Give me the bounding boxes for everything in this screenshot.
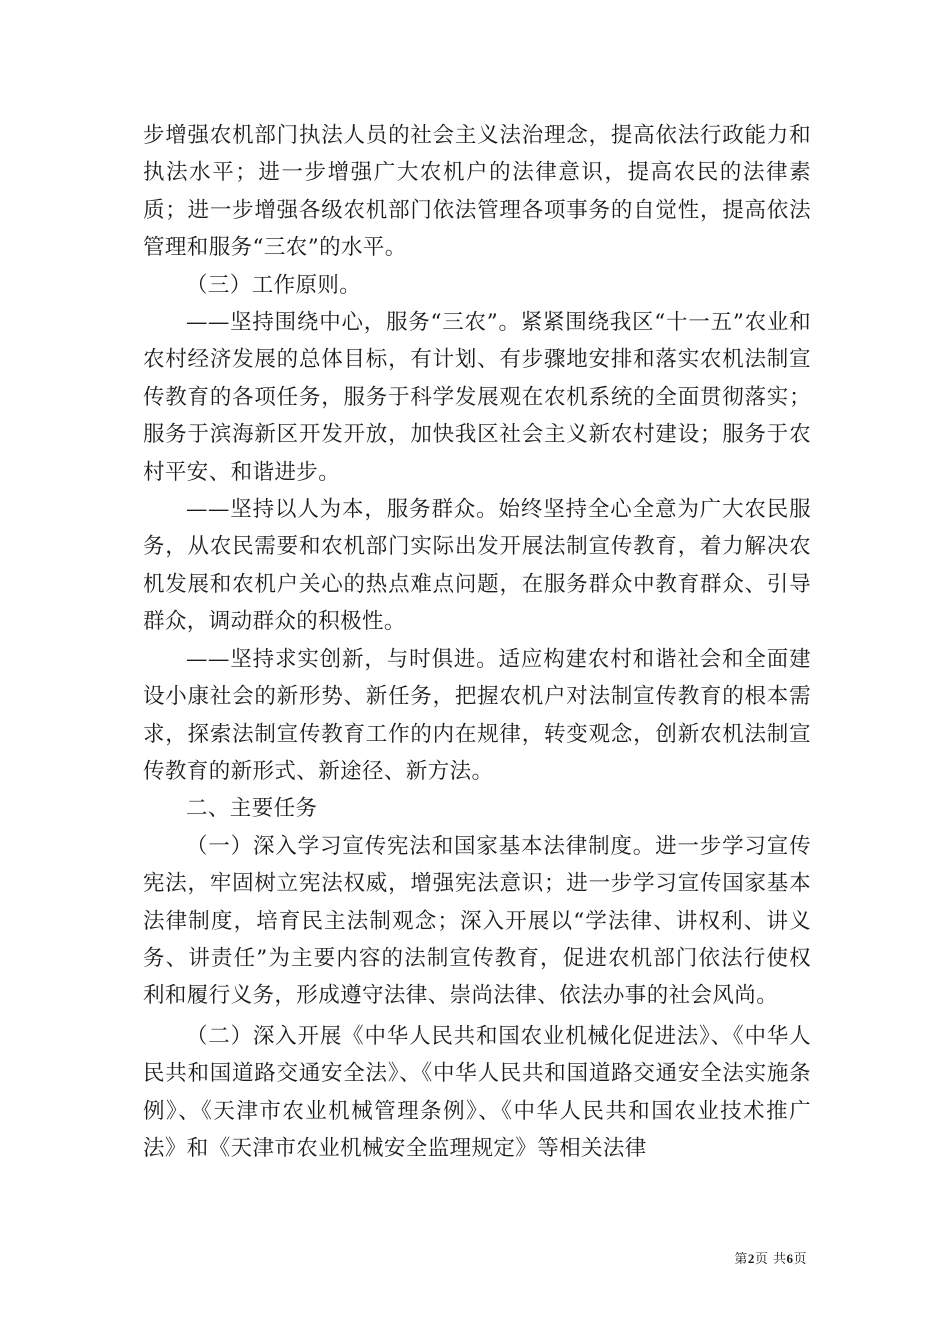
footer-prefix: 第	[734, 1252, 748, 1267]
section-heading: 二、主要任务	[186, 796, 318, 822]
paragraph: （二）深入开展《中华人民共和国农业机械化促进法》、《中华人民共和国道路交通安全法》、《中华人民共和国道路交通安全法实施条例》、《天津市农业机械管理条例》、《中华人民共和国农业技术推广法》和《天津市农业机械安全监理规定》等相关法律	[143, 1023, 811, 1161]
page-footer	[734, 1248, 807, 1267]
paragraph: （一）深入学习宣传宪法和国家基本法律制度。进一步学习宣传宪法，牢固树立宪法权威，增强宪法意识；进一步学习宣传国家基本法律制度，培育民主法制观念；深入开展以“学法律、讲权利、讲义务、讲责任”为主要内容的法制宣传教育，促进农机部门依法行使权利和履行义务，形成遵守法律、崇尚法律、依法办事的社会风尚。	[143, 833, 811, 1009]
section-heading: （三）工作原则。	[186, 272, 362, 298]
footer-suffix: 页	[793, 1252, 807, 1267]
paragraph: 步增强农机部门执法人员的社会主义法治理念，提高依法行政能力和执法水平；进一步增强广大农机户的法律意识，提高农民的法律素质；进一步增强各级农机部门依法管理各项事务的自觉性，提高依法管理和服务“三农”的水平。	[143, 123, 811, 261]
paragraph: ——坚持以人为本，服务群众。始终坚持全心全意为广大农民服务，从农民需要和农机部门实际出发开展法制宣传教育，着力解决农机发展和农机户关心的热点难点问题，在服务群众中教育群众、引导群众，调动群众的积极性。	[143, 497, 811, 635]
page-total: 6	[786, 1251, 794, 1266]
paragraph: ——坚持求实创新，与时俱进。适应构建农村和谐社会和全面建设小康社会的新形势、新任务，把握农机户对法制宣传教育的根本需求，探索法制宣传教育工作的内在规律，转变观念，创新农机法制宣传教育的新形式、新途径、新方法。	[143, 646, 811, 784]
paragraph: ——坚持围绕中心，服务“三农”。紧紧围绕我区“十一五”农业和农村经济发展的总体目标，有计划、有步骤地安排和落实农机法制宣传教育的各项任务，服务于科学发展观在农机系统的全面贯彻落实；服务于滨海新区开发开放，加快我区社会主义新农村建设；服务于农村平安、和谐进步。	[143, 310, 811, 485]
page-number: 2	[747, 1251, 755, 1266]
document-body	[143, 117, 811, 1167]
footer-middle: 页 共	[754, 1252, 787, 1267]
